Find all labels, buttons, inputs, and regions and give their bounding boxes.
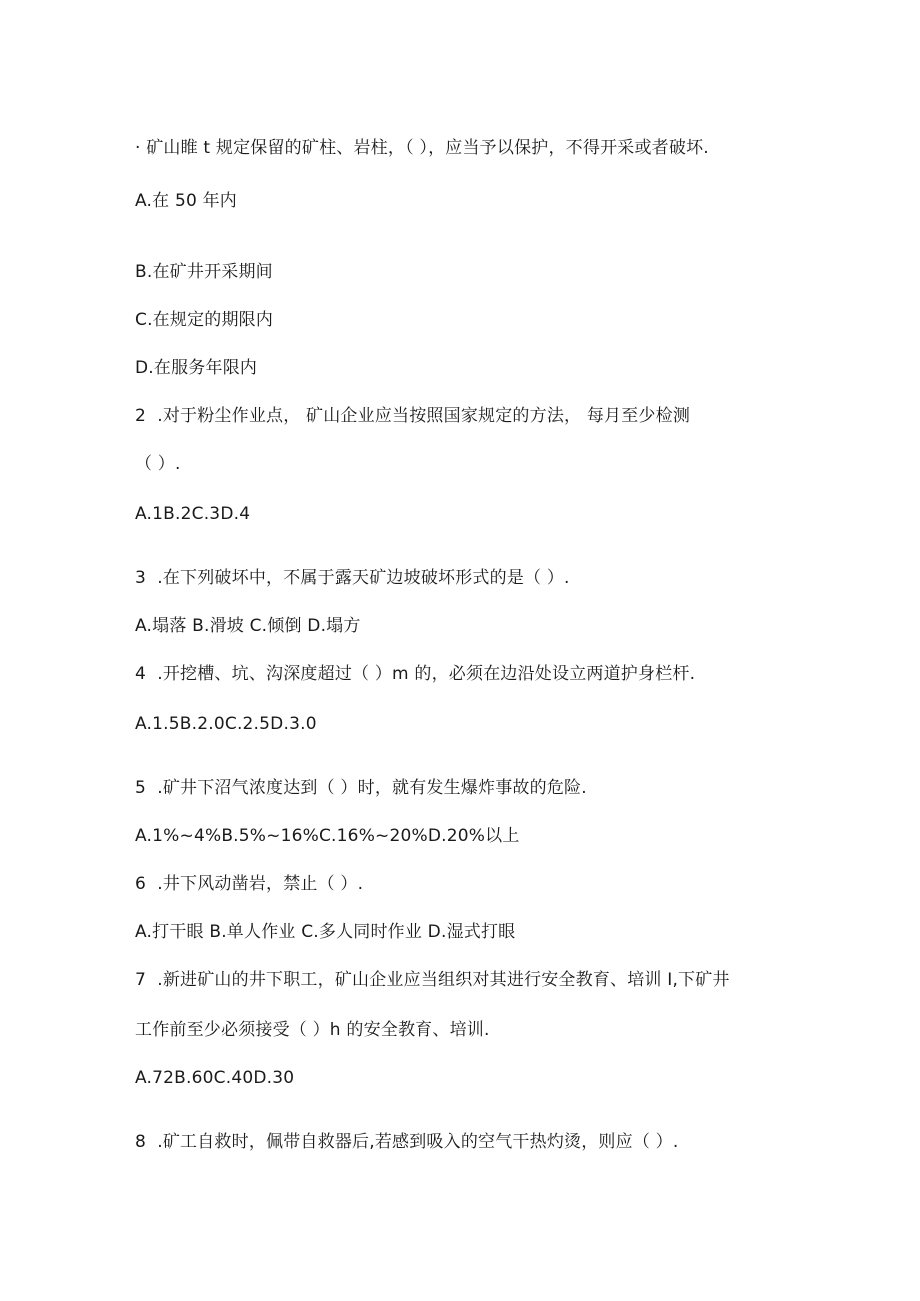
question-7-text-cont: 工作前至少必须接受（ ）h 的安全教育、培训. [135,1020,490,1040]
question-8-text: 8 .矿工自救时，佩带自救器后,若感到吸入的空气干热灼烫，则应（ ）. [135,1132,679,1152]
question-7-options: A.72B.60C.40D.30 [135,1068,295,1088]
question-6-text: 6 .井下风动凿岩，禁止（ ）. [135,874,364,894]
question-3-text: 3 .在下列破坏中，不属于露天矿边坡破坏形式的是（ ）. [135,568,570,588]
question-4-text: 4 .开挖槽、坑、沟深度超过（ ）m 的，必须在边沿处设立两道护身栏杆. [135,664,696,684]
question-2-options: A.1B.2C.3D.4 [135,504,251,524]
question-7-text: 7 .新进矿山的井下职工，矿山企业应当组织对其进行安全教育、培训 I,下矿井 [135,970,730,990]
question-2-text: 2 .对于粉尘作业点， 矿山企业应当按照国家规定的方法， 每月至少检测 [135,406,691,426]
question-1-option-a: A.在 50 年内 [135,191,237,211]
question-3-options: A.塌落 B.滑坡 C.倾倒 D.塌方 [135,616,361,636]
question-5-options: A.1%~4%B.5%~16%C.16%~20%D.20%以上 [135,826,520,846]
question-1-text: · 矿山睢 t 规定保留的矿柱、岩柱，（ ），应当予以保护，不得开采或者破坏. [135,138,709,158]
question-1-option-b: B.在矿井开采期间 [135,262,273,282]
question-6-options: A.打干眼 B.单人作业 C.多人同时作业 D.湿式打眼 [135,922,516,942]
question-5-text: 5 .矿井下沼气浓度达到（ ）时，就有发生爆炸事故的危险. [135,778,587,798]
question-2-text-cont: （ ）. [135,454,181,474]
question-1-option-c: C.在规定的期限内 [135,310,274,330]
question-1-option-d: D.在服务年限内 [135,358,258,378]
question-4-options: A.1.5B.2.0C.2.5D.3.0 [135,714,317,734]
